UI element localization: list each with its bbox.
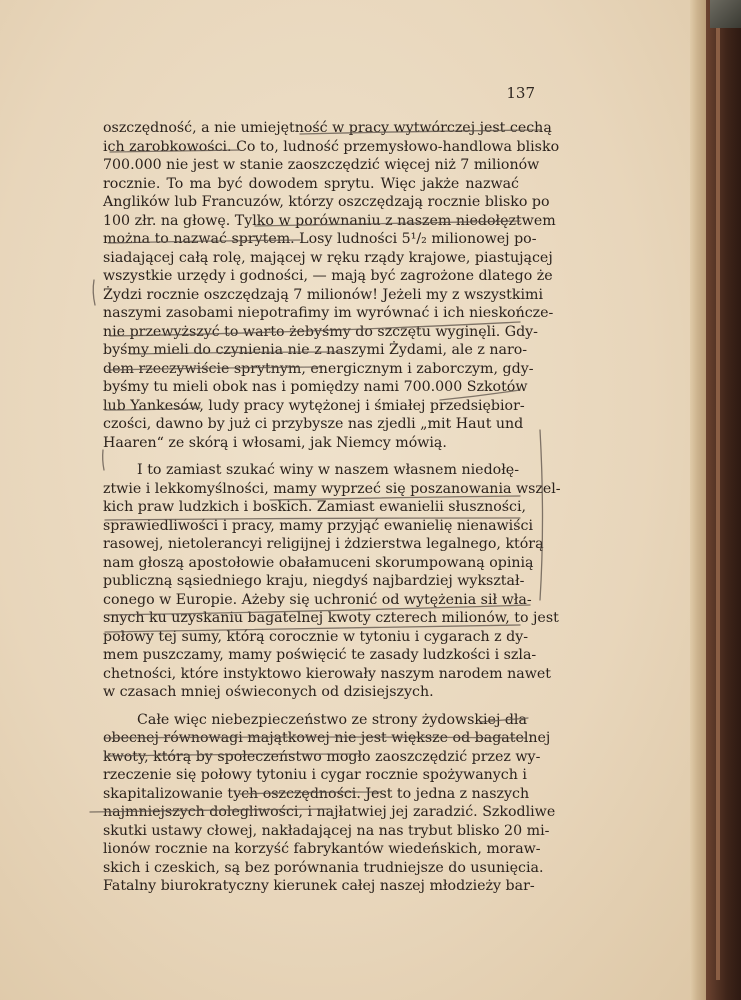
text-line: I to zamiast szukać winy w naszem własnem niedołę-	[137, 462, 519, 478]
text-line: w czasach mniej oświeconych od dzisiejszych.	[103, 684, 434, 700]
text-line: naszymi zasobami niepotrafimy im wyrównać i ich nieskończe-	[103, 305, 554, 321]
text-line: skich i czeskich, są bez porównania trudniejsze do usunięcia.	[103, 859, 544, 876]
text-line: ich zarobkowości. Co to, ludność przemysłowo-handlowa blisko	[103, 138, 560, 155]
spine-strip	[716, 20, 720, 980]
text-line: Żydzi rocznie oszczędzają 7 milionów! Jeżeli my z wszystkimi	[103, 286, 543, 303]
text-line: publiczną sąsiedniego kraju, niegdyś najbardziej wykształ-	[103, 573, 525, 589]
text-line: rzeczenie się połowy tytoniu i cygar rocznie spożywanych i	[103, 767, 527, 783]
text-line: lionów rocznie na korzyść fabrykantów wiedeńskich, moraw-	[103, 841, 541, 857]
book-spine	[706, 0, 741, 1000]
text-line: Haaren“ ze skórą i włosami, jak Niemcy mówią.	[103, 434, 447, 451]
text-line: wszystkie urzędy i godności, — mają być zagrożone dlatego że	[103, 268, 553, 284]
text-line: obecnej równowagi majątkowej nie jest większe od bagatelnej	[103, 730, 551, 746]
text-line: byśmy mieli do czynienia nie z naszymi Żydami, ale z naro-	[103, 342, 528, 358]
text-line: Anglików lub Francuzów, którzy oszczędzają rocznie blisko po	[103, 194, 550, 210]
text-line: conego w Europie. Ażeby się uchronić od wytężenia sił wła-	[103, 591, 532, 608]
text-line: skutki ustawy cłowej, nakładającej na nas trybut blisko 20 mi-	[103, 822, 550, 839]
text-line: Całe więc niebezpieczeństwo ze strony żydowskiej dla	[137, 711, 527, 728]
text-line: nie przewyższyć to warto żebyśmy do szczętu wyginęli. Gdy-	[103, 323, 538, 340]
text-line: siadającej całą rolę, mającej w ręku rządy krajowe, piastującej	[103, 249, 553, 266]
text-line: chetności, które instyktowo kierowały naszym narodem nawet	[103, 665, 551, 682]
text-line: ztwie i lekkomyślności, mamy wyprzeć się poszanowania wszel-	[103, 480, 561, 497]
page-number: 137	[506, 84, 535, 102]
text-line: najmniejszych dolegliwości, i najłatwiej jej zaradzić. Szkodliwe	[103, 804, 556, 820]
paragraph-1	[103, 119, 560, 452]
text-line: oszczędność, a nie umiejętność w pracy wytwórczej jest cechą	[103, 120, 552, 136]
text-line: sprawiedliwości i pracy, mamy przyjąć ewanielię nienawiści	[103, 517, 533, 534]
text-line: byśmy tu mieli obok nas i pomiędzy nami 700.000 Szkotów	[103, 379, 528, 395]
text-line: mem puszczamy, mamy poświęcić te zasady ludzkości i szla-	[103, 647, 537, 663]
paragraph-3	[103, 711, 556, 896]
text-line: 700.000 nie jest w stanie zaoszczędzić więcej niż 7 milionów	[103, 157, 540, 173]
text-line: skapitalizowanie tych oszczędności. Jest to jedna z naszych	[103, 785, 530, 802]
text-line: Fatalny biurokratyczny kierunek całej naszej młodzieży bar-	[103, 878, 535, 894]
text-line: dem rzeczywiście sprytnym, energicznym i zaborczym, gdy-	[103, 360, 534, 377]
text-line: nam głoszą apostołowie obałamuceni skorumpowaną opinią	[103, 554, 534, 571]
text-line: snych ku uzyskaniu bagatelnej kwoty czterech milionów, to jest	[103, 610, 559, 626]
text-line: lub Yankesów, ludy pracy wytężonej i śmiałej przedsiębior-	[103, 397, 525, 414]
body-text	[103, 119, 561, 896]
cover-corner	[710, 0, 741, 28]
text-line: połowy tej sumy, którą corocznie w tytoniu i cygarach z dy-	[103, 628, 529, 645]
text-line: można to nazwać sprytem. Losy ludności 5¹/₂ milionowej po-	[103, 231, 537, 247]
text-line: czości, dawno by już ci przybysze nas zjedli „mit Haut und	[103, 416, 524, 432]
text-line: rocznie. To ma być dowodem sprytu. Więc jakże nazwać	[103, 175, 519, 192]
text-line: kwoty, którą by społeczeństwo mogło zaoszczędzić przez wy-	[103, 748, 541, 765]
paragraph-2	[103, 461, 561, 702]
text-line: kich praw ludzkich i boskich. Zamiast ewanielii słuszności,	[103, 499, 527, 515]
text-line: 100 złr. na głowę. Tylko w porównaniu z naszem niedołęztwem	[103, 212, 556, 229]
text-line: rasowej, nietolerancyi religijnej i żdzierstwa legalnego, którą	[103, 536, 544, 552]
